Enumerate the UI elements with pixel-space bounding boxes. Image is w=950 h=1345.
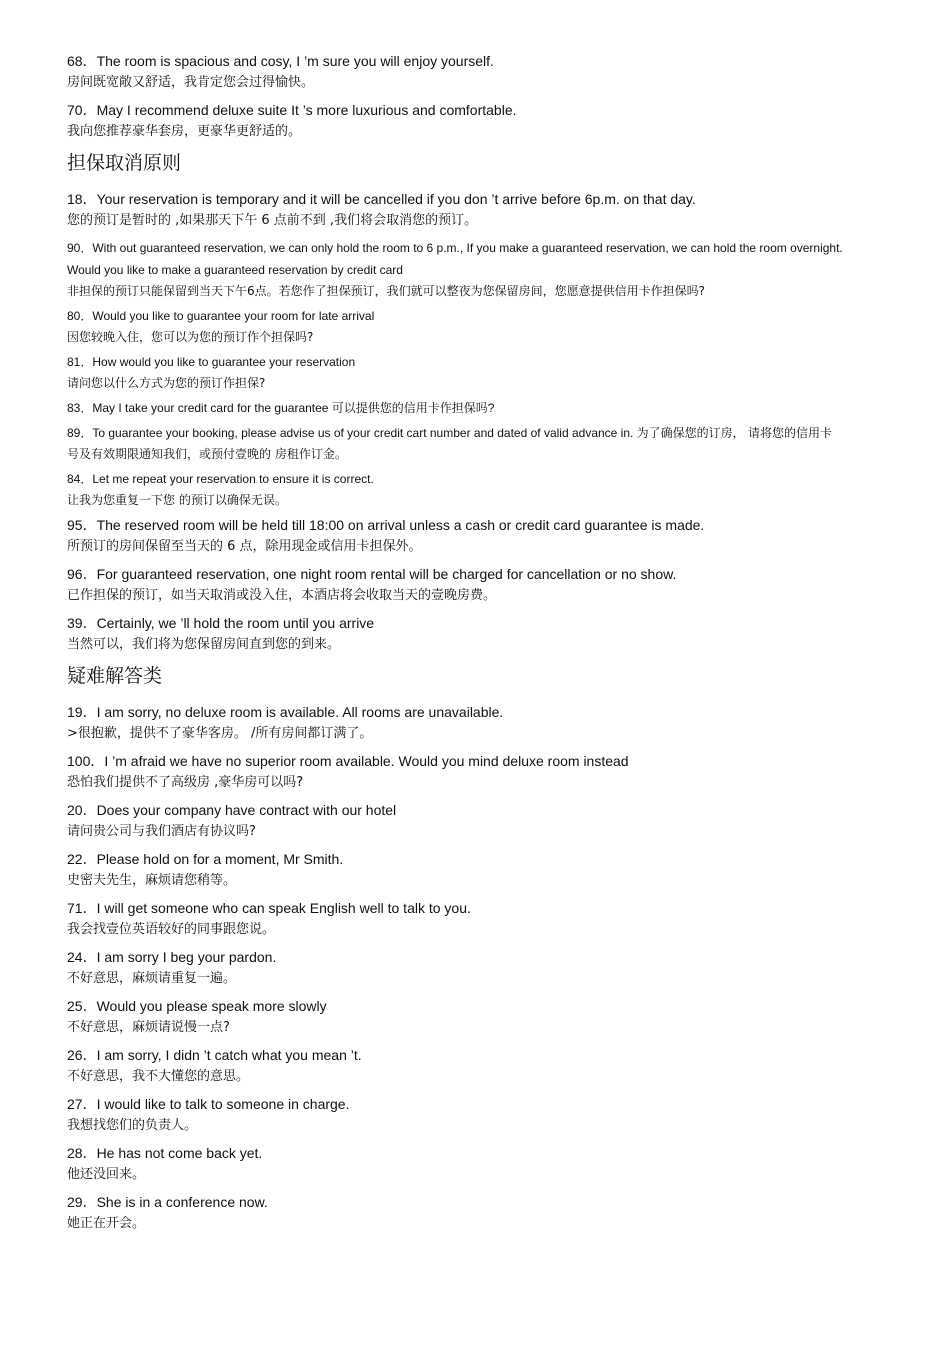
english-line: 90．With out guaranteed reservation, we can only hold the room to 6 p.m., If you make a guaranteed reservation, we can hold the room overnight. (67, 241, 843, 255)
phrase-entry (67, 799, 927, 842)
phrase-entry (67, 995, 927, 1038)
chinese-line: 请问您以什么方式为您的预订作担保? (67, 376, 266, 390)
phrase-entry (67, 1093, 927, 1136)
english-line: 26．I am sorry, I didn ’t catch what you mean ’t. (67, 1047, 362, 1063)
english-line: 22．Please hold on for a moment, Mr Smith. (67, 851, 344, 867)
phrase-entry (67, 50, 927, 93)
chinese-line: 她正在开会。 (67, 1216, 146, 1231)
phrase-entry (67, 237, 927, 302)
chinese-line: 我向您推荐豪华套房，更豪华更舒适的。 (67, 124, 302, 139)
english-line: 29．She is in a conference now. (67, 1194, 268, 1210)
phrase-entry (67, 1044, 927, 1087)
english-line: 96．For guaranteed reservation, one night room rental will be charged for cancellation or no show. (67, 566, 677, 582)
chinese-line: 因您较晚入住，您可以为您的预订作个担保吗? (67, 330, 314, 344)
chinese-line: 已作担保的预订，如当天取消或没入住，本酒店将会收取当天的壹晚房费。 (67, 588, 497, 603)
phrase-entry (67, 1142, 927, 1185)
phrase-entry (67, 351, 927, 394)
chinese-line: 请问贵公司与我们酒店有协议吗? (67, 824, 256, 839)
phrase-entry (67, 848, 927, 891)
phrase-entry (67, 1191, 927, 1234)
chinese-line: 恐怕我们提供不了高级房 ,豪华房可以吗? (67, 775, 304, 790)
english-line: 84．Let me repeat your reservation to ensure it is correct. (67, 472, 374, 486)
english-line: 27．I would like to talk to someone in charge. (67, 1096, 350, 1112)
phrase-entry (67, 397, 927, 419)
english-line: 81．How would you like to guarantee your reservation (67, 355, 356, 369)
phrase-entry (67, 612, 927, 655)
chinese-line: 让我为您重复一下您 的预订以确保无误。 (67, 493, 287, 507)
english-line: 70．May I recommend deluxe suite It ’s more luxurious and comfortable. (67, 102, 517, 118)
english-line: 20．Does your company have contract with our hotel (67, 802, 397, 818)
phrase-entry (67, 422, 927, 465)
chinese-line: 房间既宽敞又舒适，我肯定您会过得愉快。 (67, 75, 315, 90)
english-line: 24．I am sorry I beg your pardon. (67, 949, 277, 965)
section-heading: 疑难解答类 (67, 665, 163, 687)
english-line: 80．Would you like to guarantee your room for late arrival (67, 309, 375, 323)
chinese-line: 他还没回来。 (67, 1167, 146, 1182)
chinese-line: 当然可以，我们将为您保留房间直到您的到来。 (67, 637, 341, 652)
chinese-line: 我想找您们的负责人。 (67, 1118, 198, 1133)
chinese-line: 号及有效期限通知我们，或预付壹晚的 房租作订金。 (67, 447, 347, 461)
chinese-line: 所预订的房间保留至当天的 6 点，除用现金或信用卡担保外。 (67, 539, 422, 554)
document-page (67, 50, 927, 1240)
chinese-line: 不好意思，麻烦请说慢一点? (67, 1020, 230, 1035)
english-line-continued: Would you like to make a guaranteed reservation by credit card (67, 263, 403, 277)
phrase-entry (67, 750, 927, 793)
english-line: 28．He has not come back yet. (67, 1145, 263, 1161)
chinese-line: 我会找壹位英语较好的同事跟您说。 (67, 922, 276, 937)
phrase-entry (67, 305, 927, 348)
chinese-line: 您的预订是暂时的 ,如果那天下午 6 点前不到 ,我们将会取消您的预订。 (67, 213, 478, 228)
english-line: 83．May I take your credit card for the guarantee 可以提供您的信用卡作担保吗? (67, 401, 495, 415)
english-line: 39．Certainly, we ’ll hold the room until you arrive (67, 615, 375, 631)
phrase-entry (67, 946, 927, 989)
phrase-entry (67, 563, 927, 606)
chinese-line: 史密夫先生，麻烦请您稍等。 (67, 873, 237, 888)
chinese-line: >很抱歉，提供不了豪华客房。 /所有房间都订满了。 (67, 726, 373, 741)
english-line: 95．The reserved room will be held till 18:00 on arrival unless a cash or credit card guarantee is made. (67, 517, 705, 533)
english-line: 89．To guarantee your booking, please advise us of your credit cart number and dated of valid advance in. 为了确保您的订房， 请将您的信用卡 (67, 426, 833, 440)
english-line: 19．I am sorry, no deluxe room is available. All rooms are unavailable. (67, 704, 504, 720)
section-heading: 担保取消原则 (67, 152, 182, 174)
english-line: 71．I will get someone who can speak English well to talk to you. (67, 900, 471, 916)
phrase-entry (67, 99, 927, 142)
english-line: 18．Your reservation is temporary and it will be cancelled if you don ’t arrive before 6p.m. on that day. (67, 191, 696, 207)
chinese-line: 不好意思，我不大懂您的意思。 (67, 1069, 250, 1084)
phrase-entry (67, 188, 927, 231)
phrase-entry (67, 514, 927, 557)
english-line: 100．I ’m afraid we have no superior room available. Would you mind deluxe room instead (67, 753, 629, 769)
phrase-entry (67, 897, 927, 940)
english-line: 68．The room is spacious and cosy, I ’m sure you will enjoy yourself. (67, 53, 494, 69)
phrase-entry (67, 468, 927, 511)
chinese-line: 不好意思，麻烦请重复一遍。 (67, 971, 237, 986)
chinese-line: 非担保的预订只能保留到当天下午6点。若您作了担保预订，我们就可以整夜为您保留房间，您愿意提供信用卡作担保吗? (67, 284, 706, 298)
english-line: 25．Would you please speak more slowly (67, 998, 327, 1014)
phrase-entry (67, 701, 927, 744)
